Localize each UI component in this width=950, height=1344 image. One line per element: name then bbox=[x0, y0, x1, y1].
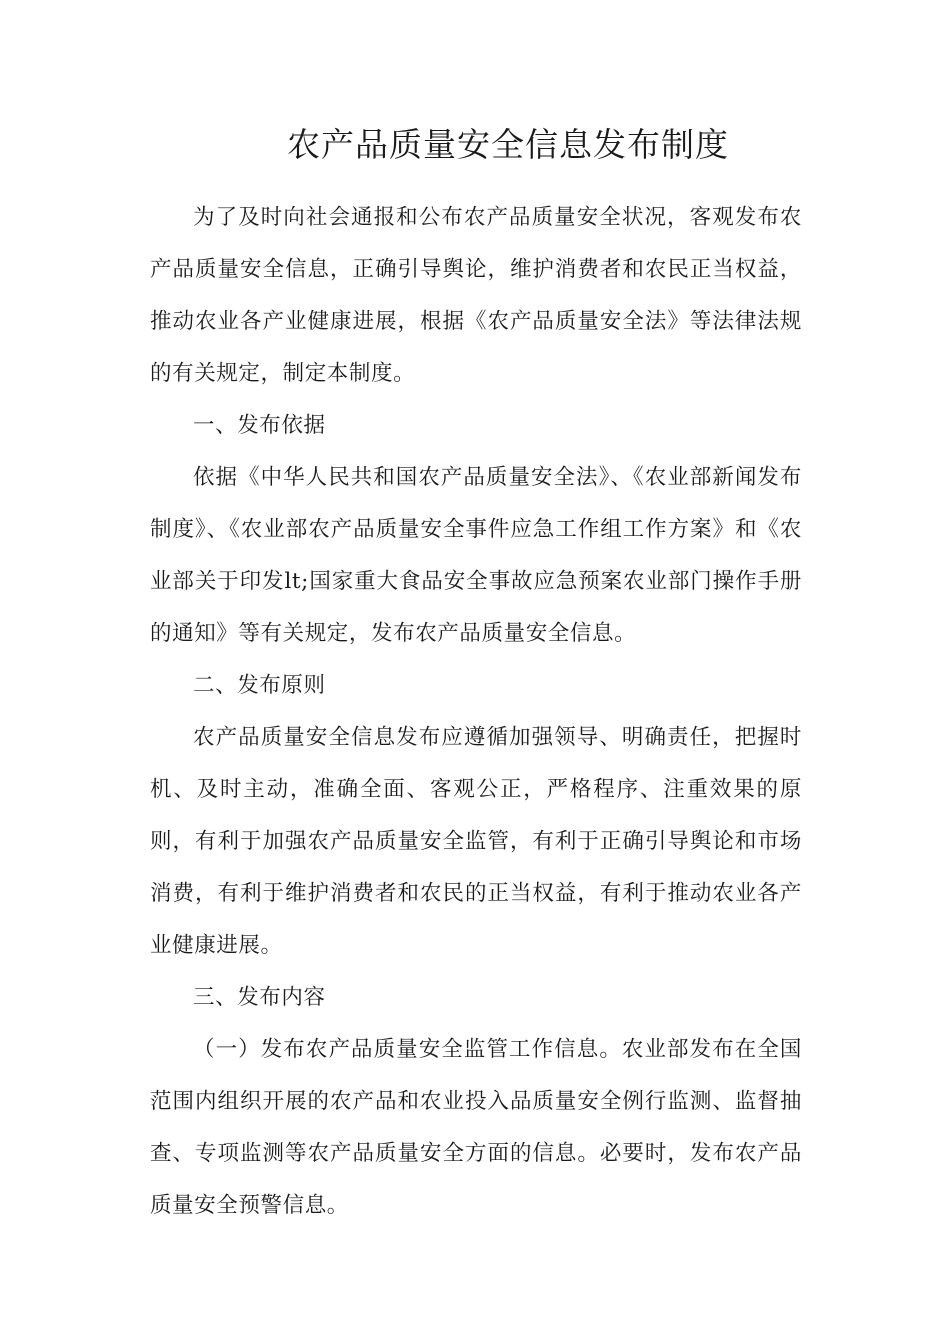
section-heading-principles: 二、发布原则 bbox=[193, 673, 326, 698]
section-heading-content: 三、发布内容 bbox=[193, 985, 326, 1010]
intro-paragraph: 为了及时向社会通报和公布农产品质量安全状况，客观发布农产品质量安全信息，正确引导舆论，维护消费者和农民正当权益，推动农业各产业健康进展，根据《农产品质量安全法》等法律法规的有关规定，制定本制度。 bbox=[150, 205, 802, 386]
document-title: 农产品质量安全信息发布制度 bbox=[287, 125, 729, 164]
section-paragraph-basis: 依据《中华人民共和国农产品质量安全法》、《农业部新闻发布制度》、《农业部农产品质量安全事件应急工作组工作方案》和《农业部关于印发lt;国家重大食品安全事故应急预案农业部门操作手册的通知》等有关规定，发布农产品质量安全信息。 bbox=[150, 465, 802, 646]
section-paragraph-content: （一）发布农产品质量安全监管工作信息。农业部发布在全国范围内组织开展的农产品和农业投入品质量安全例行监测、监督抽查、专项监测等农产品质量安全方面的信息。必要时，发布农产品质量安全预警信息。 bbox=[150, 1037, 802, 1218]
section-heading-basis: 一、发布依据 bbox=[193, 413, 326, 438]
section-paragraph-principles: 农产品质量安全信息发布应遵循加强领导、明确责任，把握时机、及时主动，准确全面、客观公正，严格程序、注重效果的原则，有利于加强农产品质量安全监管，有利于正确引导舆论和市场消费，有利于维护消费者和农民的正当权益，有利于推动农业各产业健康进展。 bbox=[150, 725, 802, 958]
document-body bbox=[150, 192, 802, 1232]
